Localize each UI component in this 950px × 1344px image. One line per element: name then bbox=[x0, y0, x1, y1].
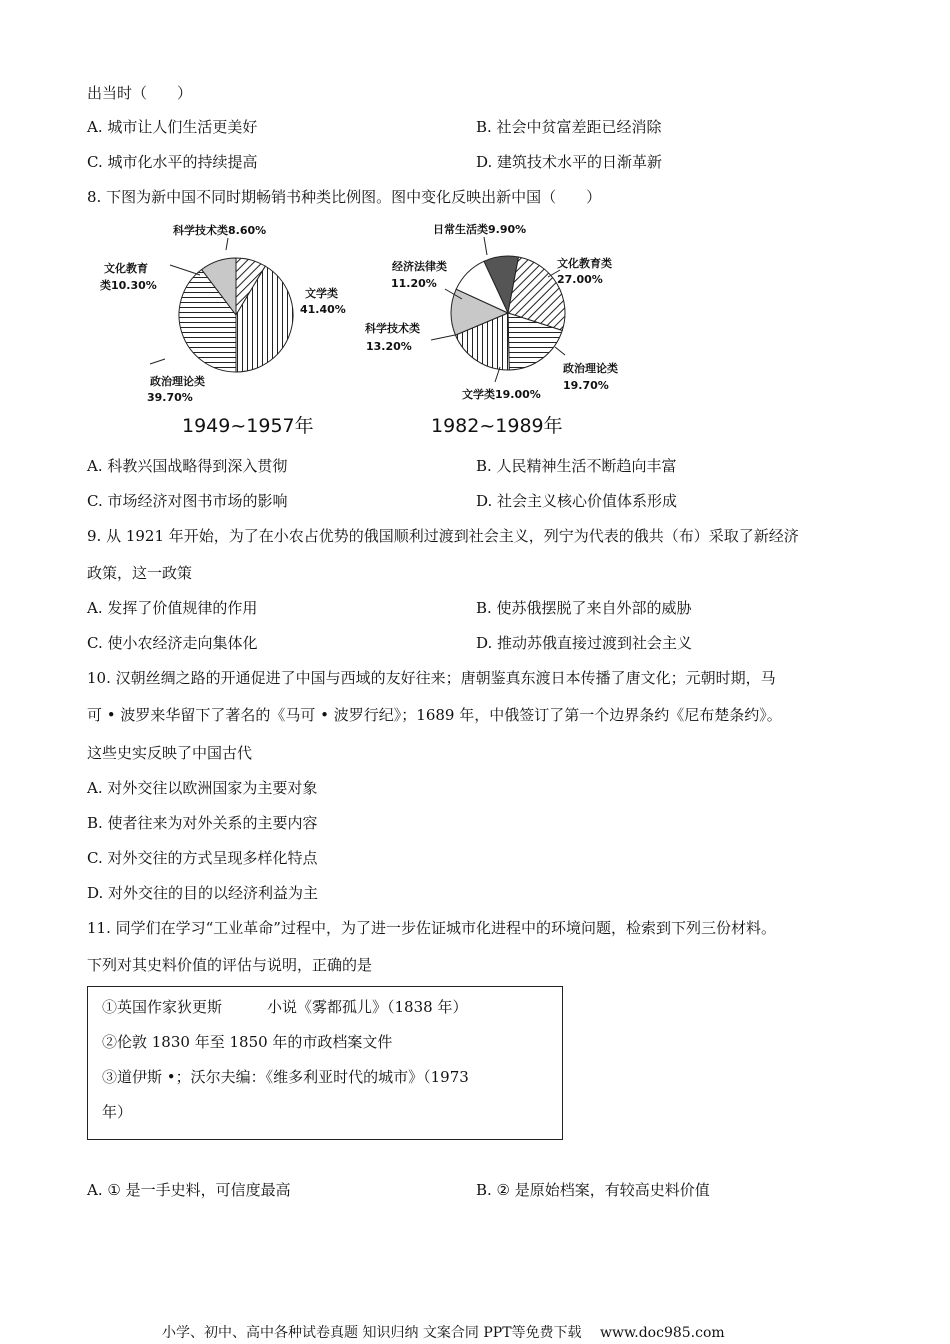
pie2-label-education-pct: 27.00% bbox=[557, 273, 603, 286]
q7-option-b: B. 社会中贫富差距已经消除 bbox=[476, 118, 662, 136]
pie2-label-politics-pct: 19.70% bbox=[563, 379, 609, 392]
leader-line bbox=[226, 238, 228, 250]
pie1-title: 1949~1957年 bbox=[182, 415, 314, 437]
leader-line bbox=[484, 237, 487, 255]
pie2-title: 1982~1989年 bbox=[431, 415, 563, 437]
material-3-cont: 年） bbox=[102, 1103, 133, 1121]
pie1-label-education: 文化教育 bbox=[104, 262, 148, 275]
material-3: ③道伊斯 •；沃尔夫编：《维多利亚时代的城市》（1973 bbox=[102, 1068, 469, 1086]
q9-stem-line2: 政策，这一政策 bbox=[87, 564, 193, 582]
page-footer: 小学、初中、高中各种试卷真题 知识归纳 文案合同 PPT等免费下载 www.doc985.com bbox=[162, 1325, 725, 1341]
q11-stem-line1: 11. 同学们在学习“工业革命”过程中，为了进一步佐证城市化进程中的环境问题，检索到下列三份材料。 bbox=[87, 919, 776, 937]
q10-stem-line3: 这些史实反映了中国古代 bbox=[87, 744, 253, 762]
q9-option-a: A. 发挥了价值规律的作用 bbox=[87, 599, 258, 617]
q9-option-d: D. 推动苏俄直接过渡到社会主义 bbox=[476, 634, 693, 652]
q10-stem-line1: 10. 汉朝丝绸之路的开通促进了中国与西域的友好往来；唐朝鉴真东渡日本传播了唐文化；元朝时期，马 bbox=[87, 669, 776, 687]
leader-line bbox=[170, 265, 200, 275]
pie2-label-science: 科学技术类 bbox=[365, 322, 420, 335]
q11-option-a: A. ① 是一手史料，可信度最高 bbox=[87, 1181, 291, 1199]
q10-stem-line2: 可 • 波罗来华留下了著名的《马可 • 波罗行纪》；1689 年，中俄签订了第一个边界条约《尼布楚条约》。 bbox=[87, 706, 782, 724]
q8-option-d: D. 社会主义核心价值体系形成 bbox=[476, 492, 678, 510]
q10-option-b: B. 使者往来为对外关系的主要内容 bbox=[87, 814, 318, 832]
pie2-label-education: 文化教育类 bbox=[557, 257, 612, 270]
q7-option-a: A. 城市让人们生活更美好 bbox=[87, 118, 258, 136]
q10-option-a: A. 对外交往以欧洲国家为主要对象 bbox=[87, 779, 318, 797]
leader-line bbox=[150, 359, 165, 364]
pie1-label-politics-pct: 39.70% bbox=[147, 391, 193, 404]
pie1-label-science: 科学技术类8.60% bbox=[173, 224, 267, 237]
q7-option-c: C. 城市化水平的持续提高 bbox=[87, 153, 258, 171]
q10-option-c: C. 对外交往的方式呈现多样化特点 bbox=[87, 849, 318, 867]
q11-option-b: B. ② 是原始档案，有较高史料价值 bbox=[476, 1181, 710, 1199]
q7-option-d: D. 建筑技术水平的日渐革新 bbox=[476, 153, 663, 171]
pie2-label-economy: 经济法律类 bbox=[392, 260, 447, 273]
q9-option-b: B. 使苏俄摆脱了来自外部的威胁 bbox=[476, 599, 692, 617]
q11-stem-line2: 下列对其史料价值的评估与说明，正确的是 bbox=[87, 956, 373, 974]
pie2-label-literature: 文学类19.00% bbox=[462, 388, 541, 401]
pie1-label-education-pct: 类10.30% bbox=[100, 279, 157, 292]
q8-option-c: C. 市场经济对图书市场的影响 bbox=[87, 492, 288, 510]
pie1-label-politics: 政治理论类 bbox=[150, 375, 205, 388]
pie1-label-literature: 文学类 bbox=[305, 287, 338, 300]
q10-option-d: D. 对外交往的目的以经济利益为主 bbox=[87, 884, 319, 902]
leader-line bbox=[555, 347, 565, 355]
q11-materials-box bbox=[87, 986, 563, 1140]
material-1: ①英国作家狄更斯 小说《雾都孤儿》（1838 年） bbox=[102, 998, 468, 1016]
q8-option-a: A. 科教兴国战略得到深入贯彻 bbox=[87, 457, 288, 475]
q9-stem-line1: 9. 从 1921 年开始，为了在小农占优势的俄国顺利过渡到社会主义，列宁为代表的俄共（布）采取了新经济 bbox=[87, 527, 799, 545]
leader-line bbox=[431, 335, 455, 340]
q9-option-c: C. 使小农经济走向集体化 bbox=[87, 634, 258, 652]
q8-option-b: B. 人民精神生活不断趋向丰富 bbox=[476, 457, 677, 475]
pie2-label-science-pct: 13.20% bbox=[366, 340, 412, 353]
pie2-label-economy-pct: 11.20% bbox=[391, 277, 437, 290]
q7-continuation: 出当时（ ） bbox=[87, 84, 193, 102]
material-2: ②伦敦 1830 年至 1850 年的市政档案文件 bbox=[102, 1033, 393, 1051]
pie2-label-daily: 日常生活类9.90% bbox=[433, 223, 527, 236]
pie1-label-literature-pct: 41.40% bbox=[300, 303, 346, 316]
q8-stem: 8. 下图为新中国不同时期畅销书种类比例图。图中变化反映出新中国（ ） bbox=[87, 188, 602, 206]
pie2-label-politics: 政治理论类 bbox=[563, 362, 618, 375]
